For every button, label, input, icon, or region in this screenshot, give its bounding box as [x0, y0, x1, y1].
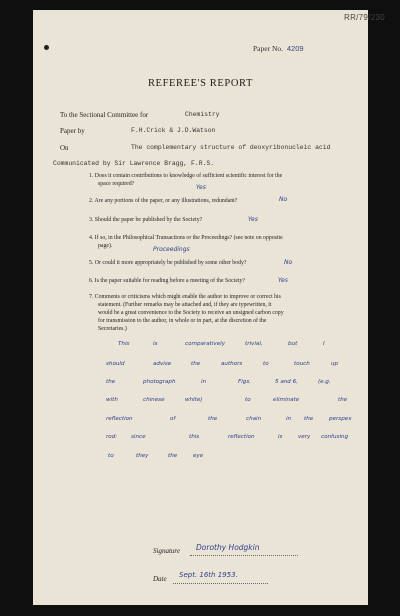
comment-word: white)	[185, 397, 203, 403]
answer-6: Yes	[278, 277, 288, 284]
comment-word: rod:	[106, 434, 118, 440]
paper-by-label: Paper by	[60, 127, 85, 135]
question-4: 4. If so, in the Philosophical Transactions or the Proceedings? (see note on opposite page).	[89, 235, 283, 249]
comment-word: to	[108, 453, 114, 459]
question-7: 7. Comments or criticisms which might enable the author to improve or correct his statement. (Further remarks may be attached and, if they are typewritten, it would be a great convenience to the Society to receive an unsigned carbon copy for transmission to the author, in whole or in part, at the discretion of the Secretaries.)	[89, 294, 284, 332]
answer-3: Yes	[248, 216, 258, 223]
question-1: 1. Does it contain contributions to knowledge of sufficient scientific interest for the space required?	[89, 173, 283, 187]
comment-word: eliminate	[273, 397, 300, 403]
comment-word: confusing	[321, 434, 349, 440]
archive-reference: RR/79/230	[344, 13, 385, 22]
comment-word: the	[208, 416, 218, 422]
comment-word: eye	[193, 453, 204, 459]
signature-value: Dorothy Hodgkin	[196, 543, 260, 552]
comment-word: of	[170, 416, 176, 422]
comment-word: since	[131, 434, 146, 440]
comment-word: chinese	[143, 397, 165, 403]
comment-word: I	[323, 341, 325, 347]
question-2: 2. Are any portions of the paper, or any illustrations, redundant?	[89, 198, 238, 204]
answer-5: No	[284, 259, 293, 266]
paper-number-value: 4209	[286, 44, 304, 53]
comment-word: to	[263, 361, 269, 367]
comment-word: reflection	[106, 416, 133, 422]
signature-label: Signature	[153, 547, 180, 555]
comment-word: they	[136, 453, 149, 459]
comment-word: Figs.	[238, 379, 252, 385]
comment-word: in	[286, 416, 292, 422]
paper-by-value: F.H.Crick & J.D.Watson	[131, 127, 216, 134]
comment-word: 5 and 6,	[275, 379, 298, 385]
communicated-by: Communicated by Sir Lawrence Bragg, F.R.S.	[53, 160, 215, 167]
comment-word: reflection	[228, 434, 255, 440]
paper-number	[253, 44, 304, 53]
comment-word: is	[153, 341, 158, 347]
page-title: REFEREE'S REPORT	[147, 78, 254, 89]
question-5: 5. Or could it more appropriately be published by some other body?	[89, 260, 247, 266]
answer-2: No	[279, 196, 288, 203]
comment-word: perspex	[329, 416, 352, 422]
comment-word: the	[338, 397, 348, 403]
comment-word: advise	[153, 361, 172, 367]
question-3: 3. Should the paper be published by the Society?	[89, 217, 203, 223]
comment-word: photograph	[143, 379, 176, 385]
comment-word: is	[278, 434, 283, 440]
comment-word: This	[118, 341, 130, 347]
comment-word: with	[106, 397, 118, 403]
comment-word: the	[191, 361, 201, 367]
comment-word: the	[106, 379, 116, 385]
comment-word: the	[304, 416, 314, 422]
comment-word: up	[331, 361, 339, 367]
comment-word: touch	[294, 361, 310, 367]
comment-word: to	[245, 397, 251, 403]
committee-label: To the Sectional Committee for	[60, 111, 149, 119]
answer-4: Proceedings	[153, 246, 190, 253]
signature-line	[190, 555, 298, 556]
date-label: Date	[153, 575, 167, 583]
comment-word: this	[189, 434, 200, 440]
comment-word: comparatively	[185, 341, 226, 347]
referee-report-sheet	[33, 10, 385, 605]
answer-1: Yes	[196, 184, 206, 191]
on-value: The complementary structure of deoxyribonucleic acid	[131, 144, 331, 151]
on-label: On	[60, 144, 69, 152]
question-6: 6. Is the paper suitable for reading before a meeting of the Society?	[89, 278, 245, 284]
comment-word: chain	[246, 416, 262, 422]
ink-dot	[44, 45, 49, 50]
committee-value: Chemistry	[185, 111, 220, 118]
paper-number-label: Paper No.	[253, 44, 283, 53]
comment-word: very	[298, 434, 311, 440]
comment-word: (e.g.	[318, 379, 331, 385]
comment-word: authors	[221, 361, 243, 367]
comment-word: in	[201, 379, 207, 385]
date-line	[173, 583, 268, 584]
comment-word: trivial,	[245, 341, 263, 347]
comment-word: should	[106, 361, 125, 367]
date-value: Sept. 16th 1953.	[179, 571, 238, 579]
comment-word: the	[168, 453, 178, 459]
comment-word: but	[288, 341, 298, 347]
